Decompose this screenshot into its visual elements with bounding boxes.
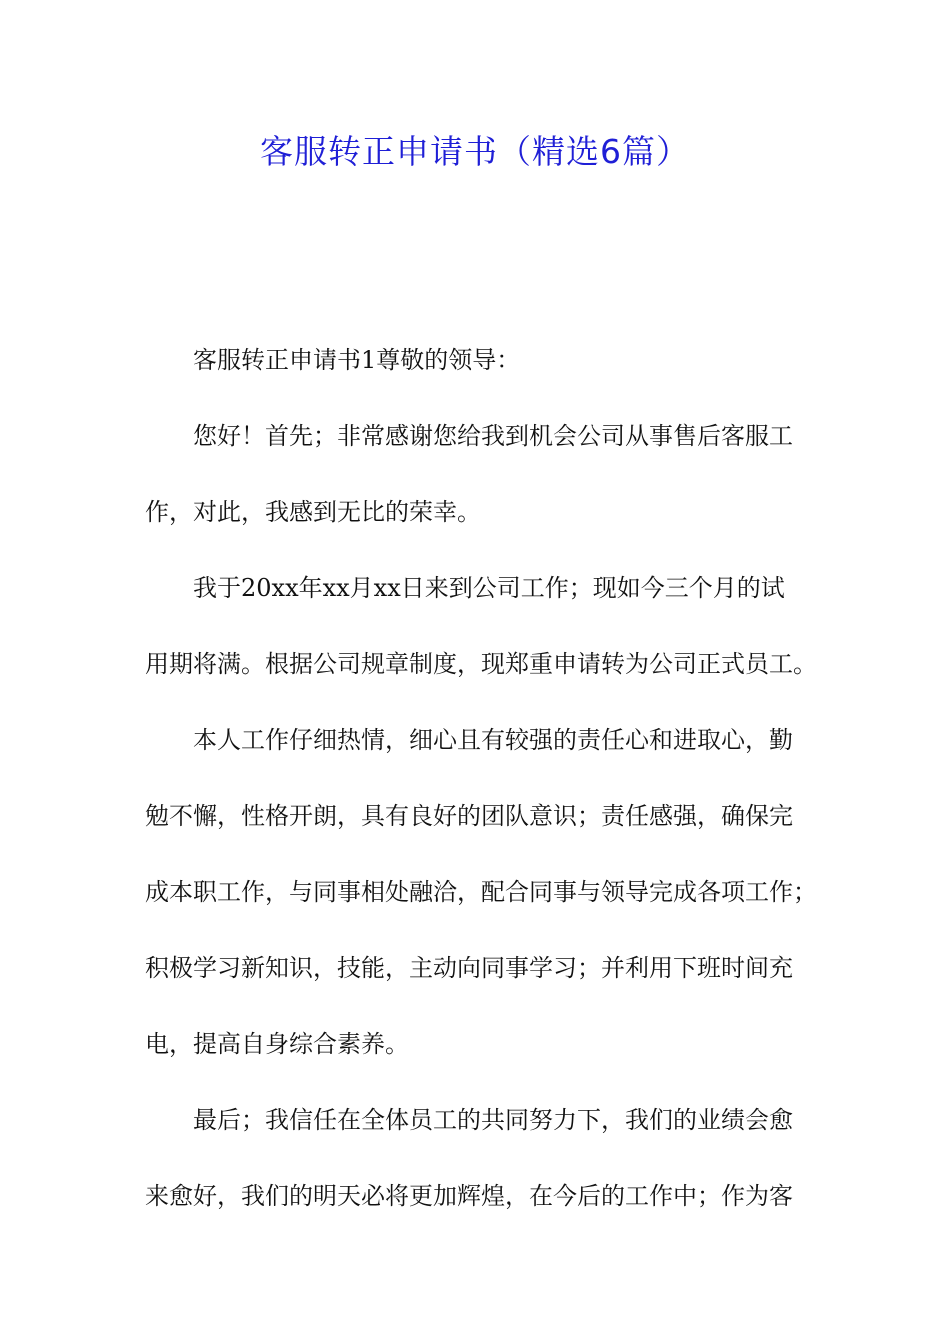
body-line: 我于20xx年xx月xx日来到公司工作；现如今三个月的试 [193, 574, 785, 602]
body-line: 用期将满。根据公司规章制度，现郑重申请转为公司正式员工。 [145, 650, 817, 678]
body-line: 成本职工作，与同事相处融洽，配合同事与领导完成各项工作； [145, 878, 817, 906]
document-body [145, 322, 817, 1234]
body-line: 最后；我信任在全体员工的共同努力下，我们的业绩会愈 [193, 1106, 793, 1134]
body-line: 本人工作仔细热情，细心且有较强的责任心和进取心，勤 [193, 726, 793, 754]
body-line: 勉不懈，性格开朗，具有良好的团队意识；责任感强，确保完 [145, 802, 793, 830]
body-line: 作，对此，我感到无比的荣幸。 [145, 498, 481, 526]
body-line: 您好！首先；非常感谢您给我到机会公司从事售后客服工 [193, 422, 793, 450]
document-title: 客服转正申请书（精选6篇） [260, 132, 690, 171]
body-line: 积极学习新知识，技能，主动向同事学习；并利用下班时间充 [145, 954, 793, 982]
body-line: 电，提高自身综合素养。 [145, 1030, 409, 1058]
body-line: 客服转正申请书1尊敬的领导： [193, 346, 521, 374]
body-line: 来愈好，我们的明天必将更加辉煌，在今后的工作中；作为客 [145, 1182, 793, 1210]
